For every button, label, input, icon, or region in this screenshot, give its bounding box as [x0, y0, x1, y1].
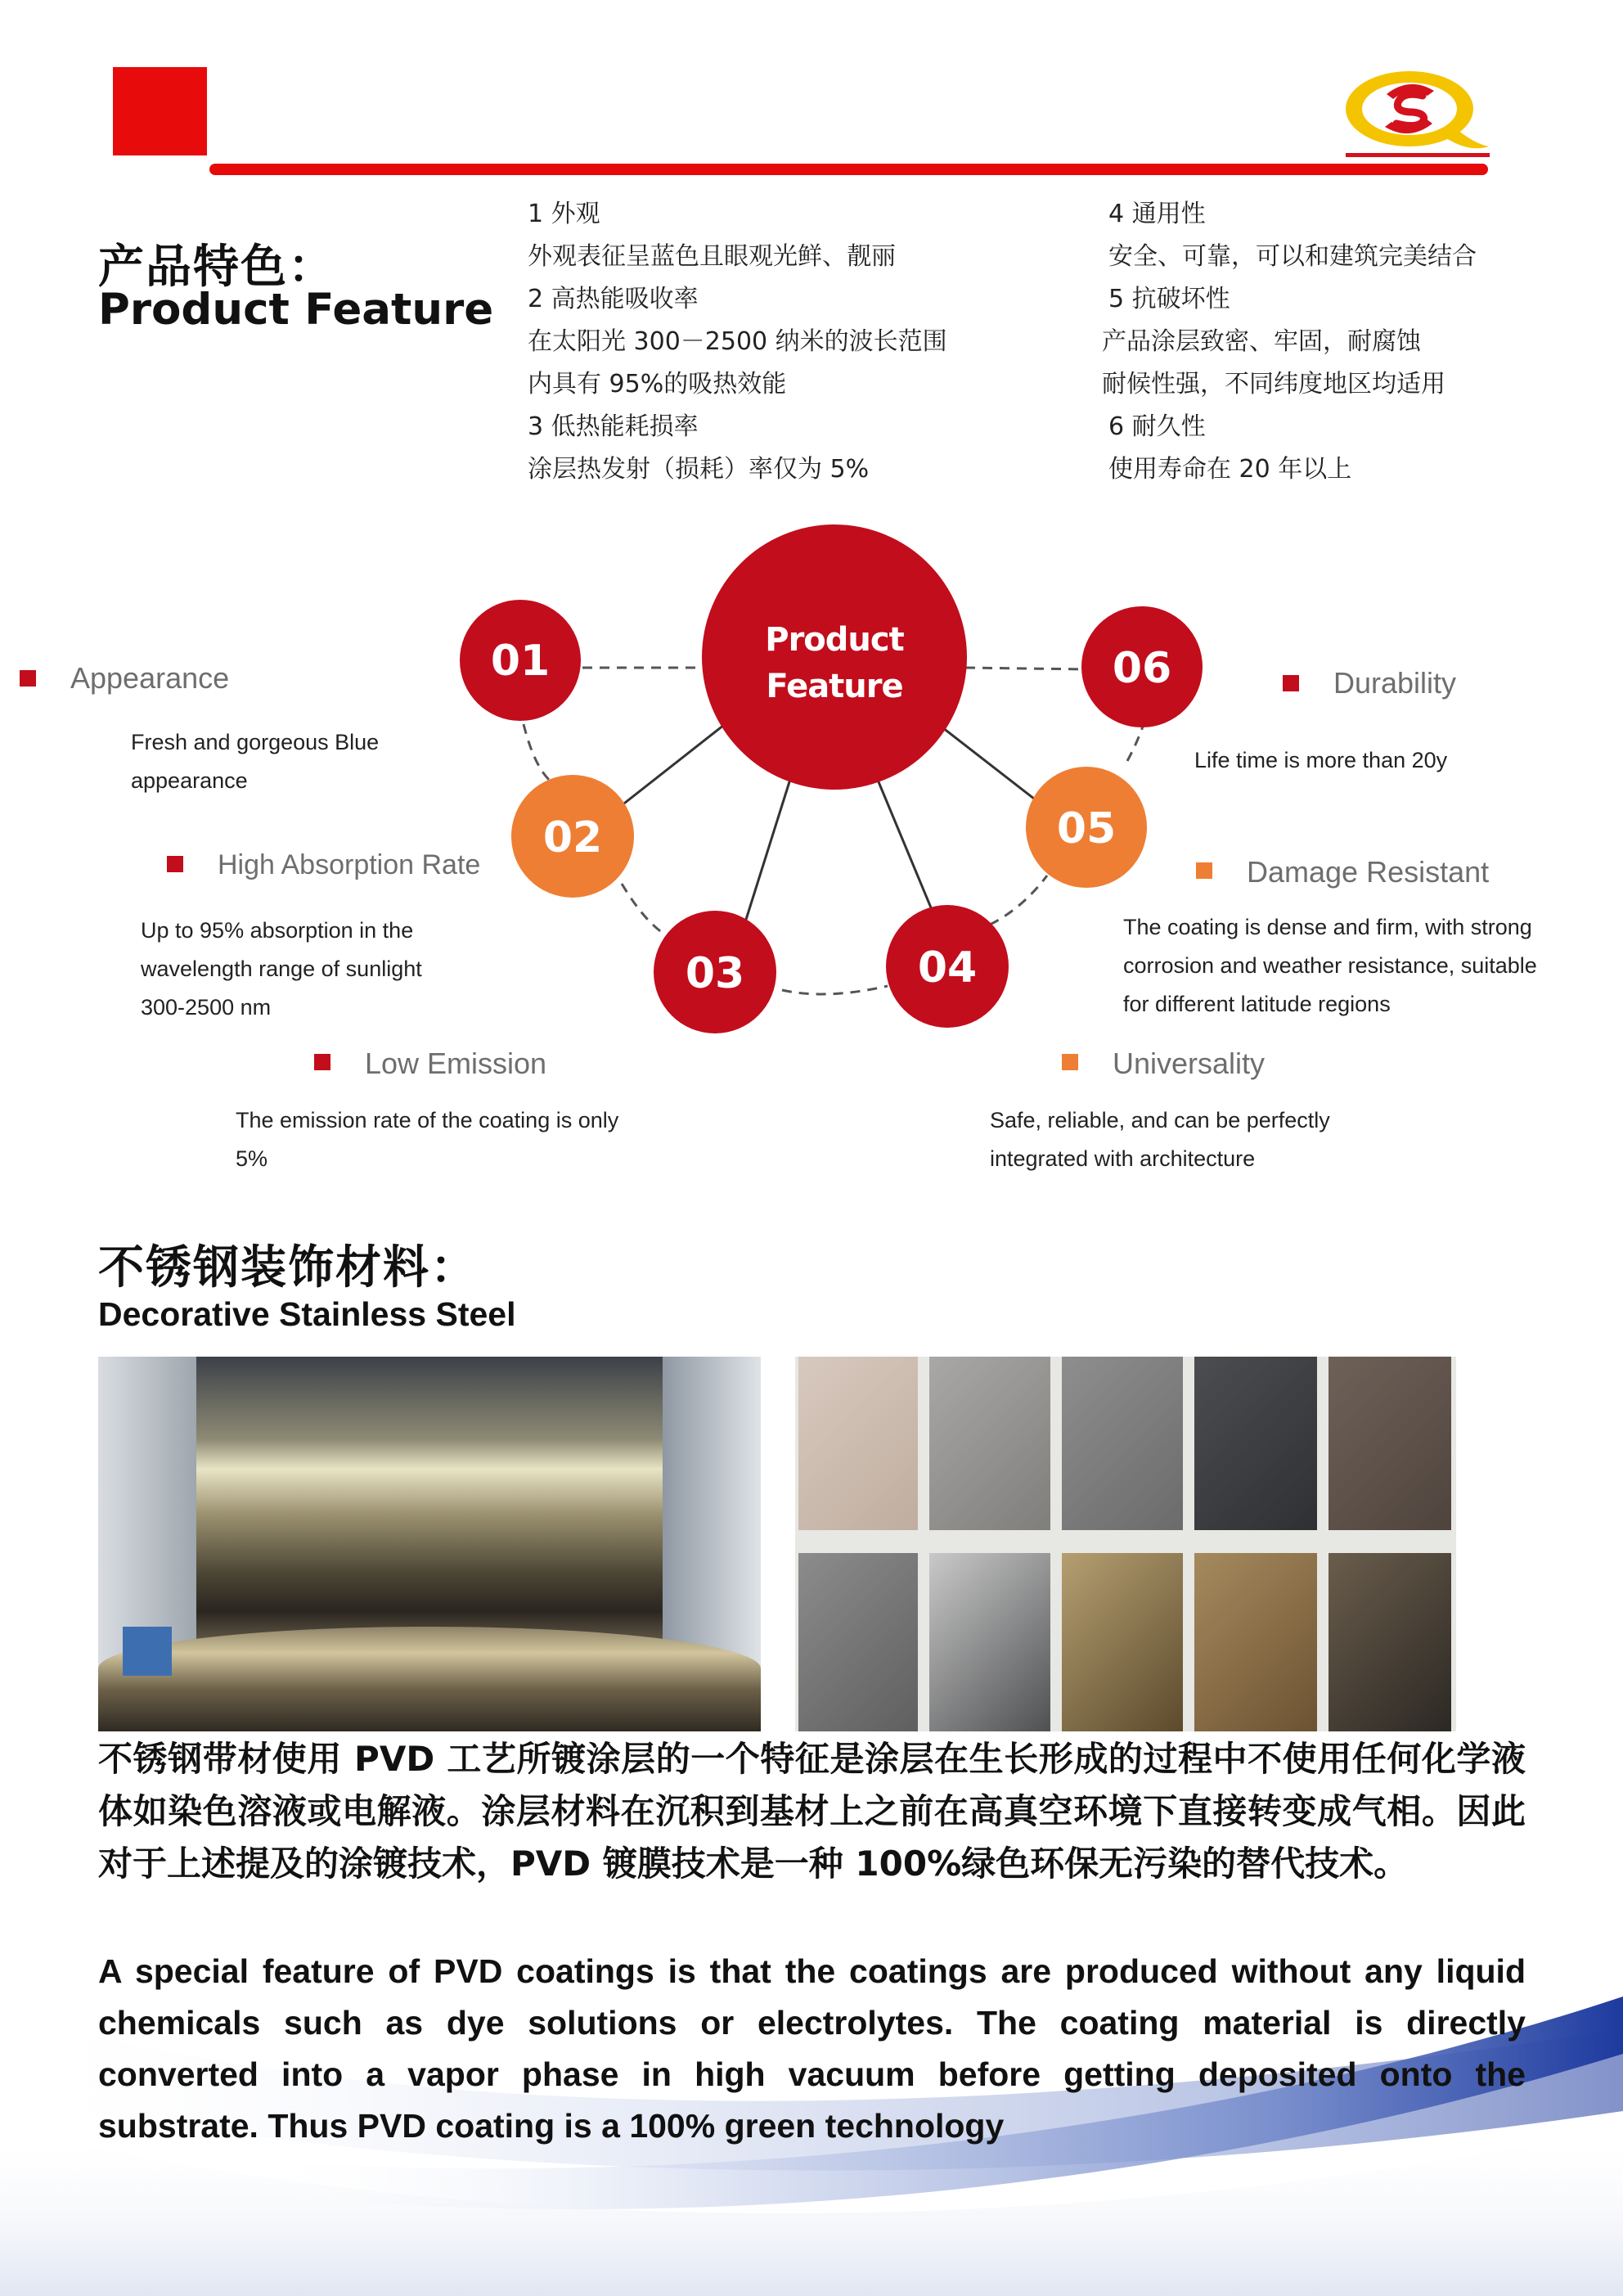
desc-line: 300-2500 nm — [141, 995, 272, 1020]
sample-swatch — [1329, 1357, 1451, 1530]
feature-03-title: Low Emission — [365, 1047, 547, 1080]
feature-list-right — [1102, 193, 1477, 491]
desc-line: Safe, reliable, and can be perfectly — [990, 1108, 1330, 1132]
feature-line: 使用寿命在 20 年以上 — [1108, 455, 1352, 484]
feature-line: 安全、可靠，可以和建筑完美结合 — [1108, 242, 1477, 271]
feature-line: 5 抗破坏性 — [1108, 285, 1230, 313]
dash-02-03 — [622, 884, 669, 937]
feature-04-desc — [990, 1101, 1330, 1178]
bullet-square — [1196, 862, 1212, 879]
stainless-paragraph-en: A special feature of PVD coatings is that the coatings are produced without any liquid chemicals such as dye solutions or electrolytes. The coating material is directly converted into a vapor phase in high vacuum before getting deposited onto the substrate. Thus PVD coating is a 100% green technology — [98, 1952, 1526, 2145]
blue-bin — [123, 1627, 172, 1676]
stainless-title-cn: 不锈钢装饰材料： — [98, 1241, 478, 1294]
feature-line: 4 通用性 — [1108, 200, 1206, 228]
bullet-square — [1283, 675, 1299, 691]
stainless-paragraph-cn: 不锈钢带材使用 PVD 工艺所镀涂层的一个特征是涂层在生长形成的过程中不使用任何化学液体如染色溶液或电解液。涂层材料在沉积到基材上之前在高真空环境下直接转变成气相。因此对于上述提及的涂镀技术，PVD 镀膜技术是一种 100%绿色环保无污染的替代技术。 — [98, 1739, 1526, 1884]
feature-line: 2 高热能吸收率 — [528, 285, 699, 313]
feature-04-title: Universality — [1113, 1047, 1266, 1080]
desc-line: Fresh and gorgeous Blue — [131, 730, 380, 754]
desc-line: Life time is more than 20y — [1194, 748, 1448, 772]
node-02-number: 02 — [542, 813, 603, 862]
node-06-number: 06 — [1112, 644, 1172, 693]
feature-06-desc — [1194, 741, 1447, 780]
desc-line: wavelength range of sunlight — [141, 957, 422, 981]
node-05-number: 05 — [1056, 804, 1117, 853]
bullet-square — [167, 856, 183, 872]
feature-06-title: Durability — [1333, 666, 1457, 700]
feature-03-desc — [236, 1101, 618, 1178]
desc-line: The coating is dense and firm, with strong — [1123, 915, 1532, 939]
feature-line: 耐候性强，不同纬度地区均适用 — [1102, 370, 1445, 398]
sample-swatch — [929, 1357, 1050, 1530]
feature-title-en: Product Feature — [98, 285, 494, 335]
bullet-square — [314, 1054, 330, 1070]
feature-line: 内具有 95%的吸热效能 — [528, 370, 787, 398]
feature-02-desc — [141, 912, 422, 1027]
desc-line: for different latitude regions — [1123, 992, 1391, 1016]
center-label-line2: Feature — [766, 668, 903, 705]
feature-title-cn: 产品特色： — [98, 241, 335, 294]
dash-06 — [965, 668, 1088, 669]
feature-line: 3 低热能耗损率 — [528, 412, 699, 441]
bullet-square — [20, 670, 36, 687]
header-rule — [209, 164, 1488, 175]
spoke-04 — [875, 774, 937, 921]
feature-line: 6 耐久性 — [1108, 412, 1206, 441]
spoke-02 — [609, 725, 724, 815]
desc-line: corrosion and weather resistance, suitable — [1123, 953, 1537, 978]
feature-line: 1 外观 — [528, 200, 600, 228]
node-01-number: 01 — [490, 637, 551, 686]
dash-01-02 — [524, 724, 556, 786]
node-04-number: 04 — [917, 943, 978, 993]
stainless-title-en: Decorative Stainless Steel — [98, 1295, 516, 1333]
header-red-square — [113, 67, 207, 155]
feature-line: 产品涂层致密、牢固，耐腐蚀 — [1102, 327, 1421, 356]
sq-logo-icon — [1338, 61, 1493, 160]
desc-line: integrated with architecture — [990, 1146, 1256, 1171]
desc-line: appearance — [131, 768, 248, 793]
center-label-line1: Product — [765, 621, 904, 659]
feature-list-left — [528, 193, 947, 491]
dash-05-06 — [1127, 724, 1144, 761]
dash-03-04 — [782, 986, 888, 994]
desc-line: Up to 95% absorption in the — [141, 918, 414, 943]
node-03-number: 03 — [685, 949, 745, 998]
desc-line: The emission rate of the coating is only — [236, 1108, 619, 1132]
spoke-05 — [939, 725, 1049, 810]
feature-line: 在太阳光 300－2500 纳米的波长范围 — [528, 327, 947, 356]
desc-line: 5% — [236, 1146, 268, 1171]
spoke-03 — [744, 774, 792, 925]
feature-line: 涂层热发射（损耗）率仅为 5% — [528, 455, 870, 484]
feature-05-title: Damage Resistant — [1247, 855, 1490, 889]
sample-swatch — [1194, 1357, 1317, 1530]
feature-01-title: Appearance — [70, 661, 230, 695]
feature-02-title: High Absorption Rate — [218, 849, 481, 880]
sample-swatch — [1062, 1357, 1183, 1530]
feature-05-desc — [1123, 908, 1537, 1024]
feature-01-desc — [131, 723, 379, 800]
bullet-square — [1062, 1054, 1078, 1070]
dash-04-05 — [990, 876, 1047, 925]
sample-swatch — [798, 1357, 918, 1530]
feature-line: 外观表征呈蓝色且眼观光鲜、靓丽 — [528, 242, 896, 271]
